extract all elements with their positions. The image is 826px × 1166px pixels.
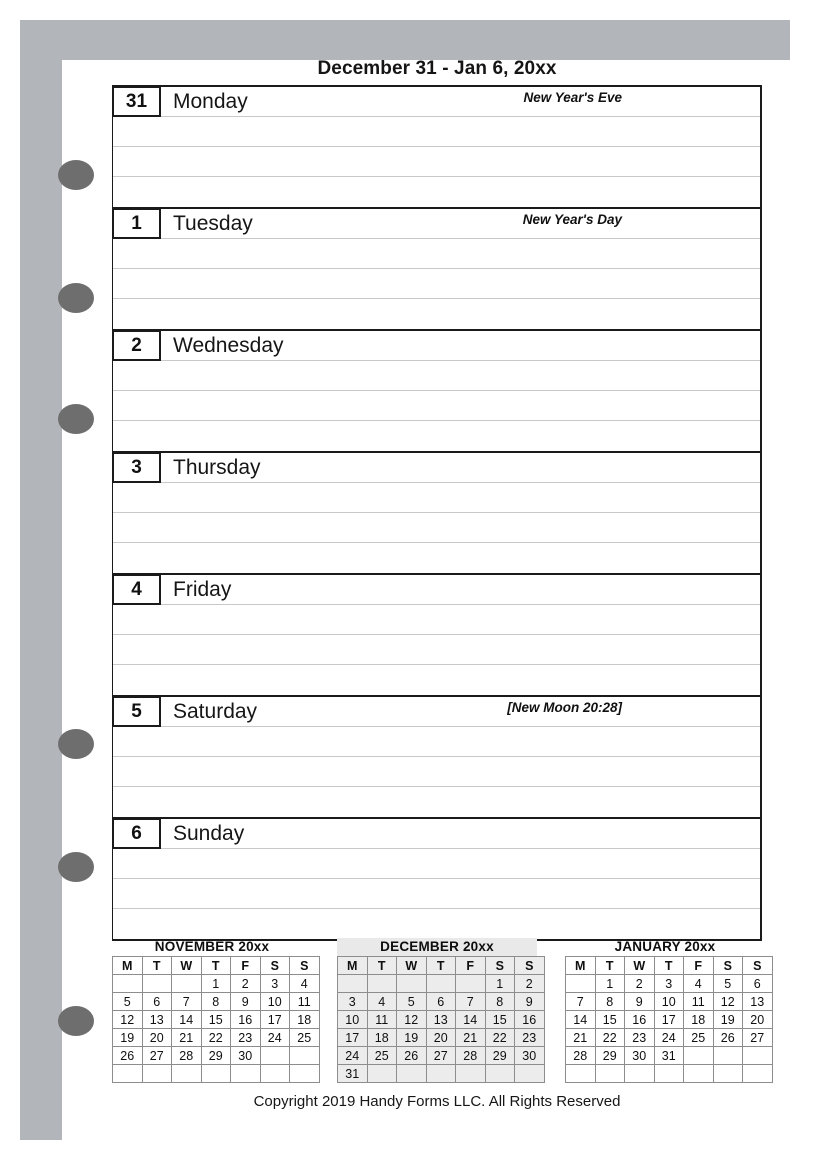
calendar-day-cell[interactable]: 13 — [142, 1011, 172, 1029]
writing-line[interactable] — [113, 909, 760, 939]
calendar-empty-cell — [713, 1047, 743, 1065]
calendar-day-cell[interactable]: 17 — [338, 1029, 368, 1047]
day-block-tuesday — [112, 209, 762, 331]
writing-line[interactable] — [113, 177, 760, 207]
mini-calendar-title: NOVEMBER 20xx — [154, 939, 270, 954]
calendar-day-cell[interactable]: 11 — [290, 993, 320, 1011]
day-note-annotation: [New Moon 20:28] — [507, 700, 622, 715]
weekday-header-cell: M — [113, 957, 143, 975]
day-block-friday — [112, 575, 762, 697]
calendar-day-cell[interactable]: 25 — [367, 1047, 397, 1065]
calendar-empty-cell — [684, 1065, 714, 1083]
day-note-annotation: New Year's Day — [522, 212, 622, 227]
day-name-label: Monday — [173, 90, 248, 113]
calendar-day-cell[interactable]: 20 — [743, 1011, 773, 1029]
calendar-week-row — [338, 1029, 545, 1047]
day-name-label: Sunday — [173, 822, 245, 845]
writing-line[interactable] — [113, 361, 760, 391]
weekday-header-cell: W — [172, 957, 202, 975]
calendar-week-row — [113, 1065, 320, 1083]
weekday-header-cell: F — [456, 957, 486, 975]
mini-calendar-december — [337, 938, 537, 1083]
mini-calendar-january — [565, 938, 765, 1083]
calendar-empty-cell — [113, 1065, 143, 1083]
calendar-day-cell[interactable]: 14 — [456, 1011, 486, 1029]
calendar-day-cell[interactable]: 2 — [515, 975, 545, 993]
calendar-empty-cell — [654, 1065, 684, 1083]
calendar-day-cell[interactable]: 29 — [201, 1047, 231, 1065]
calendar-empty-cell — [397, 1065, 427, 1083]
weekday-header-cell: T — [367, 957, 397, 975]
calendar-empty-cell — [260, 1065, 290, 1083]
calendar-day-cell[interactable]: 22 — [201, 1029, 231, 1047]
calendar-week-row — [566, 975, 773, 993]
weekday-header-cell: T — [426, 957, 456, 975]
day-block-thursday — [112, 453, 762, 575]
writing-line[interactable] — [113, 117, 760, 147]
calendar-day-cell[interactable]: 5 — [397, 993, 427, 1011]
day-header — [113, 87, 760, 117]
weekday-header-row — [113, 957, 320, 975]
calendar-empty-cell — [426, 975, 456, 993]
calendar-empty-cell — [566, 1065, 596, 1083]
calendar-day-cell[interactable]: 19 — [713, 1011, 743, 1029]
calendar-day-cell[interactable]: 26 — [713, 1029, 743, 1047]
weekday-header-cell: W — [397, 957, 427, 975]
day-number-box: 31 — [112, 86, 161, 117]
calendar-day-cell[interactable]: 8 — [595, 993, 625, 1011]
writing-line[interactable] — [113, 269, 760, 299]
calendar-day-cell[interactable]: 21 — [172, 1029, 202, 1047]
calendar-day-cell[interactable]: 7 — [566, 993, 596, 1011]
week-day-blocks — [112, 85, 762, 941]
calendar-week-row — [113, 1029, 320, 1047]
day-number-box: 5 — [112, 696, 161, 727]
mini-calendars-row — [112, 938, 765, 1088]
calendar-week-row — [566, 993, 773, 1011]
day-name-label: Saturday — [173, 700, 258, 723]
calendar-day-cell[interactable]: 25 — [290, 1029, 320, 1047]
calendar-day-cell[interactable]: 18 — [367, 1029, 397, 1047]
calendar-day-cell[interactable]: 1 — [595, 975, 625, 993]
writing-line[interactable] — [113, 635, 760, 665]
calendar-day-cell[interactable]: 30 — [625, 1047, 655, 1065]
writing-line[interactable] — [113, 849, 760, 879]
calendar-day-cell[interactable]: 3 — [260, 975, 290, 993]
weekday-header-cell: S — [713, 957, 743, 975]
weekday-header-cell: S — [290, 957, 320, 975]
mini-calendar-title: DECEMBER 20xx — [337, 938, 537, 956]
weekday-header-cell: S — [260, 957, 290, 975]
day-block-wednesday — [112, 331, 762, 453]
calendar-day-cell[interactable]: 24 — [338, 1047, 368, 1065]
calendar-day-cell[interactable]: 3 — [654, 975, 684, 993]
calendar-empty-cell — [625, 1065, 655, 1083]
calendar-day-cell[interactable]: 23 — [515, 1029, 545, 1047]
calendar-day-cell[interactable]: 12 — [397, 1011, 427, 1029]
calendar-day-cell[interactable]: 5 — [113, 993, 143, 1011]
day-block-monday — [112, 87, 762, 209]
calendar-day-cell[interactable]: 17 — [654, 1011, 684, 1029]
calendar-empty-cell — [456, 1065, 486, 1083]
day-number-box: 6 — [112, 818, 161, 849]
writing-line[interactable] — [113, 543, 760, 573]
writing-line[interactable] — [113, 757, 760, 787]
calendar-day-cell[interactable]: 21 — [566, 1029, 596, 1047]
calendar-day-cell[interactable]: 29 — [485, 1047, 515, 1065]
weekday-header-cell: T — [201, 957, 231, 975]
mini-calendar-grid — [337, 956, 545, 1083]
calendar-day-cell[interactable]: 16 — [231, 1011, 261, 1029]
day-header — [113, 697, 760, 727]
calendar-day-cell[interactable]: 9 — [515, 993, 545, 1011]
calendar-day-cell[interactable]: 1 — [201, 975, 231, 993]
calendar-day-cell[interactable]: 16 — [625, 1011, 655, 1029]
calendar-day-cell[interactable]: 11 — [367, 1011, 397, 1029]
calendar-day-cell[interactable]: 28 — [456, 1047, 486, 1065]
writing-line[interactable] — [113, 727, 760, 757]
hole-punch-1 — [58, 160, 94, 190]
calendar-day-cell[interactable]: 20 — [426, 1029, 456, 1047]
calendar-empty-cell — [566, 975, 596, 993]
calendar-day-cell[interactable]: 17 — [260, 1011, 290, 1029]
weekday-header-row — [338, 957, 545, 975]
calendar-week-row — [113, 1011, 320, 1029]
day-header — [113, 819, 760, 849]
weekday-header-cell: W — [625, 957, 655, 975]
day-header — [113, 453, 760, 483]
calendar-empty-cell — [172, 1065, 202, 1083]
calendar-week-row — [566, 1011, 773, 1029]
calendar-week-row — [338, 1047, 545, 1065]
writing-line[interactable] — [113, 239, 760, 269]
calendar-empty-cell — [515, 1065, 545, 1083]
calendar-empty-cell — [172, 975, 202, 993]
weekday-header-cell: T — [595, 957, 625, 975]
calendar-day-cell[interactable]: 18 — [684, 1011, 714, 1029]
calendar-day-cell[interactable]: 11 — [684, 993, 714, 1011]
calendar-day-cell[interactable]: 31 — [654, 1047, 684, 1065]
day-number-box: 1 — [112, 208, 161, 239]
day-block-saturday — [112, 697, 762, 819]
mini-calendar-november — [112, 938, 312, 1083]
calendar-day-cell[interactable]: 30 — [231, 1047, 261, 1065]
calendar-week-row — [113, 1047, 320, 1065]
mini-calendar-title: JANUARY 20xx — [614, 939, 716, 954]
hole-punch-2 — [58, 283, 94, 313]
calendar-empty-cell — [367, 1065, 397, 1083]
calendar-day-cell[interactable]: 27 — [426, 1047, 456, 1065]
calendar-day-cell[interactable]: 28 — [566, 1047, 596, 1065]
calendar-day-cell[interactable]: 27 — [142, 1047, 172, 1065]
calendar-day-cell[interactable]: 12 — [113, 1011, 143, 1029]
day-name-label: Wednesday — [173, 334, 284, 357]
calendar-day-cell[interactable]: 22 — [595, 1029, 625, 1047]
calendar-empty-cell — [595, 1065, 625, 1083]
calendar-day-cell[interactable]: 6 — [426, 993, 456, 1011]
writing-line[interactable] — [113, 299, 760, 329]
calendar-empty-cell — [684, 1047, 714, 1065]
calendar-week-row — [566, 1047, 773, 1065]
weekday-header-row — [566, 957, 773, 975]
calendar-week-row — [566, 1065, 773, 1083]
calendar-day-cell[interactable]: 4 — [684, 975, 714, 993]
calendar-empty-cell — [743, 1047, 773, 1065]
mini-calendar-grid — [112, 956, 320, 1083]
calendar-day-cell[interactable]: 10 — [338, 1011, 368, 1029]
calendar-day-cell[interactable]: 24 — [654, 1029, 684, 1047]
weekday-header-cell: M — [566, 957, 596, 975]
writing-line[interactable] — [113, 605, 760, 635]
calendar-day-cell[interactable]: 19 — [397, 1029, 427, 1047]
page-title: December 31 - Jan 6, 20xx — [317, 58, 557, 79]
calendar-day-cell[interactable]: 7 — [456, 993, 486, 1011]
hole-punch-3 — [58, 404, 94, 434]
calendar-empty-cell — [397, 975, 427, 993]
calendar-day-cell[interactable]: 2 — [625, 975, 655, 993]
hole-punch-5 — [58, 852, 94, 882]
calendar-day-cell[interactable]: 4 — [367, 993, 397, 1011]
day-name-label: Friday — [173, 578, 232, 601]
weekday-header-cell: S — [515, 957, 545, 975]
writing-line[interactable] — [113, 483, 760, 513]
hole-punch-4 — [58, 729, 94, 759]
calendar-day-cell[interactable]: 8 — [485, 993, 515, 1011]
calendar-day-cell[interactable]: 13 — [426, 1011, 456, 1029]
calendar-week-row — [338, 975, 545, 993]
writing-line[interactable] — [113, 787, 760, 817]
calendar-empty-cell — [142, 975, 172, 993]
weekday-header-cell: F — [684, 957, 714, 975]
calendar-empty-cell — [338, 975, 368, 993]
calendar-day-cell[interactable]: 10 — [260, 993, 290, 1011]
calendar-day-cell[interactable]: 6 — [743, 975, 773, 993]
weekday-header-cell: S — [743, 957, 773, 975]
calendar-day-cell[interactable]: 19 — [113, 1029, 143, 1047]
calendar-day-cell[interactable]: 18 — [290, 1011, 320, 1029]
calendar-day-cell[interactable]: 22 — [485, 1029, 515, 1047]
mini-calendar-grid — [565, 956, 773, 1083]
calendar-day-cell[interactable]: 23 — [625, 1029, 655, 1047]
calendar-empty-cell — [142, 1065, 172, 1083]
calendar-day-cell[interactable]: 31 — [338, 1065, 368, 1083]
weekday-header-cell: S — [485, 957, 515, 975]
calendar-day-cell[interactable]: 15 — [485, 1011, 515, 1029]
calendar-day-cell[interactable]: 14 — [172, 1011, 202, 1029]
weekday-header-cell: M — [338, 957, 368, 975]
calendar-empty-cell — [201, 1065, 231, 1083]
writing-line[interactable] — [113, 147, 760, 177]
calendar-week-row — [566, 1029, 773, 1047]
calendar-empty-cell — [713, 1065, 743, 1083]
writing-line[interactable] — [113, 513, 760, 543]
day-number-box: 2 — [112, 330, 161, 361]
calendar-day-cell[interactable]: 20 — [142, 1029, 172, 1047]
day-header — [113, 209, 760, 239]
calendar-day-cell[interactable]: 25 — [684, 1029, 714, 1047]
calendar-week-row — [338, 993, 545, 1011]
calendar-week-row — [113, 975, 320, 993]
writing-line[interactable] — [113, 665, 760, 695]
calendar-day-cell[interactable]: 7 — [172, 993, 202, 1011]
day-name-label: Thursday — [173, 456, 261, 479]
calendar-empty-cell — [231, 1065, 261, 1083]
calendar-day-cell[interactable]: 23 — [231, 1029, 261, 1047]
weekday-header-cell: T — [142, 957, 172, 975]
calendar-day-cell[interactable]: 5 — [713, 975, 743, 993]
calendar-empty-cell — [456, 975, 486, 993]
calendar-day-cell[interactable]: 2 — [231, 975, 261, 993]
calendar-empty-cell — [290, 1065, 320, 1083]
calendar-day-cell[interactable]: 26 — [397, 1047, 427, 1065]
calendar-day-cell[interactable]: 26 — [113, 1047, 143, 1065]
calendar-day-cell[interactable]: 27 — [743, 1029, 773, 1047]
calendar-day-cell[interactable]: 1 — [485, 975, 515, 993]
calendar-day-cell[interactable]: 15 — [595, 1011, 625, 1029]
calendar-day-cell[interactable]: 9 — [625, 993, 655, 1011]
calendar-day-cell[interactable]: 8 — [201, 993, 231, 1011]
calendar-week-row — [338, 1065, 545, 1083]
hole-punch-6 — [58, 1006, 94, 1036]
day-block-sunday — [112, 819, 762, 941]
calendar-day-cell[interactable]: 13 — [743, 993, 773, 1011]
writing-line[interactable] — [113, 879, 760, 909]
weekday-header-cell: F — [231, 957, 261, 975]
day-header — [113, 331, 760, 361]
calendar-empty-cell — [290, 1047, 320, 1065]
calendar-day-cell[interactable]: 14 — [566, 1011, 596, 1029]
calendar-day-cell[interactable]: 6 — [142, 993, 172, 1011]
copyright-notice: Copyright 2019 Handy Forms LLC. All Rights Reserved — [253, 1093, 621, 1110]
calendar-day-cell[interactable]: 30 — [515, 1047, 545, 1065]
calendar-week-row — [338, 1011, 545, 1029]
weekday-header-cell: T — [654, 957, 684, 975]
calendar-day-cell[interactable]: 24 — [260, 1029, 290, 1047]
calendar-day-cell[interactable]: 9 — [231, 993, 261, 1011]
day-number-box: 4 — [112, 574, 161, 605]
calendar-day-cell[interactable]: 16 — [515, 1011, 545, 1029]
writing-line[interactable] — [113, 391, 760, 421]
calendar-day-cell[interactable]: 10 — [654, 993, 684, 1011]
calendar-day-cell[interactable]: 4 — [290, 975, 320, 993]
day-number-box: 3 — [112, 452, 161, 483]
calendar-empty-cell — [485, 1065, 515, 1083]
calendar-empty-cell — [260, 1047, 290, 1065]
calendar-day-cell[interactable]: 12 — [713, 993, 743, 1011]
calendar-empty-cell — [113, 975, 143, 993]
calendar-empty-cell — [426, 1065, 456, 1083]
calendar-day-cell[interactable]: 21 — [456, 1029, 486, 1047]
calendar-empty-cell — [743, 1065, 773, 1083]
calendar-empty-cell — [367, 975, 397, 993]
calendar-week-row — [113, 993, 320, 1011]
calendar-day-cell[interactable]: 3 — [338, 993, 368, 1011]
day-header — [113, 575, 760, 605]
writing-line[interactable] — [113, 421, 760, 451]
day-note-annotation: New Year's Eve — [523, 90, 622, 105]
calendar-day-cell[interactable]: 28 — [172, 1047, 202, 1065]
calendar-day-cell[interactable]: 15 — [201, 1011, 231, 1029]
day-name-label: Tuesday — [173, 212, 253, 235]
calendar-day-cell[interactable]: 29 — [595, 1047, 625, 1065]
